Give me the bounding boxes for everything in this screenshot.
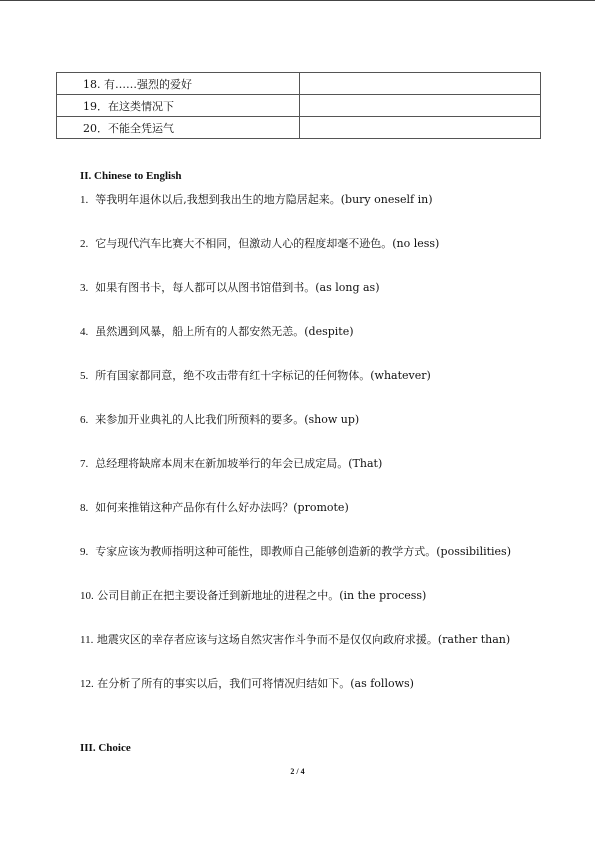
item-text: 来参加开业典礼的人比我们所预料的要多。(show up) <box>95 413 360 426</box>
item-number: 8. <box>80 502 89 514</box>
table-cell-chinese: 19．在这类情况下 <box>57 95 300 117</box>
item-text: 等我明年退休以后,我想到我出生的地方隐居起来。(bury oneself in) <box>95 193 433 206</box>
item-text: 专家应该为教师指明这种可能性，即教师自己能够创造新的教学方式。(possibilities) <box>95 545 511 558</box>
table-row <box>57 95 541 117</box>
item-text: 它与现代汽车比赛大不相同，但激动人心的程度却毫不逊色。(no less) <box>95 237 440 250</box>
list-item <box>80 191 432 207</box>
table-row <box>57 73 541 95</box>
item-number: 4. <box>80 326 89 338</box>
item-number: 1. <box>80 194 89 206</box>
item-text: 如何来推销这种产品你有什么好办法吗？(promote) <box>95 501 349 514</box>
item-number: 6. <box>80 414 89 426</box>
table-cell-answer[interactable] <box>300 117 541 139</box>
table-cell-chinese: 18. 有……强烈的爱好 <box>57 73 300 95</box>
list-item <box>80 323 354 339</box>
item-number: 11. <box>80 634 94 646</box>
list-item <box>80 367 431 383</box>
item-number: 3. <box>80 282 89 294</box>
item-number: 12. <box>80 678 94 690</box>
list-item <box>80 411 359 427</box>
list-item <box>80 543 511 559</box>
item-number: 9. <box>80 546 89 558</box>
section-heading-chinese-to-english: II. Chinese to English <box>80 170 182 182</box>
table-cell-chinese: 20．不能全凭运气 <box>57 117 300 139</box>
item-text: 如果有图书卡，每人都可以从图书馆借到书。(as long as) <box>95 281 380 294</box>
item-text: 地震灾区的幸存者应该与这场自然灾害作斗争而不是仅仅向政府求援。(rather than) <box>96 633 511 646</box>
top-border-line <box>0 0 595 1</box>
item-text: 虽然遇到风暴，船上所有的人都安然无恙。(despite) <box>95 325 354 338</box>
vocabulary-table <box>56 72 541 139</box>
list-item <box>80 631 510 647</box>
list-item <box>80 279 380 295</box>
item-text: 总经理将缺席本周末在新加坡举行的年会已成定局。(That) <box>95 457 383 470</box>
section-heading-choice: III. Choice <box>80 742 131 754</box>
item-number: 10. <box>80 590 94 602</box>
item-text: 在分析了所有的事实以后，我们可将情况归结如下。(as follows) <box>97 677 414 690</box>
item-text: 公司目前正在把主要设备迁到新地址的进程之中。(in the process) <box>97 589 427 602</box>
list-item <box>80 235 439 251</box>
item-number: 7. <box>80 458 89 470</box>
table-cell-answer[interactable] <box>300 73 541 95</box>
list-item <box>80 587 426 603</box>
item-number: 2. <box>80 238 89 250</box>
page-number: 2 / 4 <box>290 767 305 776</box>
table-cell-answer[interactable] <box>300 95 541 117</box>
list-item <box>80 455 382 471</box>
list-item <box>80 675 414 691</box>
item-text: 所有国家都同意，绝不攻击带有红十字标记的任何物体。(whatever) <box>95 369 431 382</box>
item-number: 5. <box>80 370 89 382</box>
table-row <box>57 117 541 139</box>
list-item <box>80 499 349 515</box>
